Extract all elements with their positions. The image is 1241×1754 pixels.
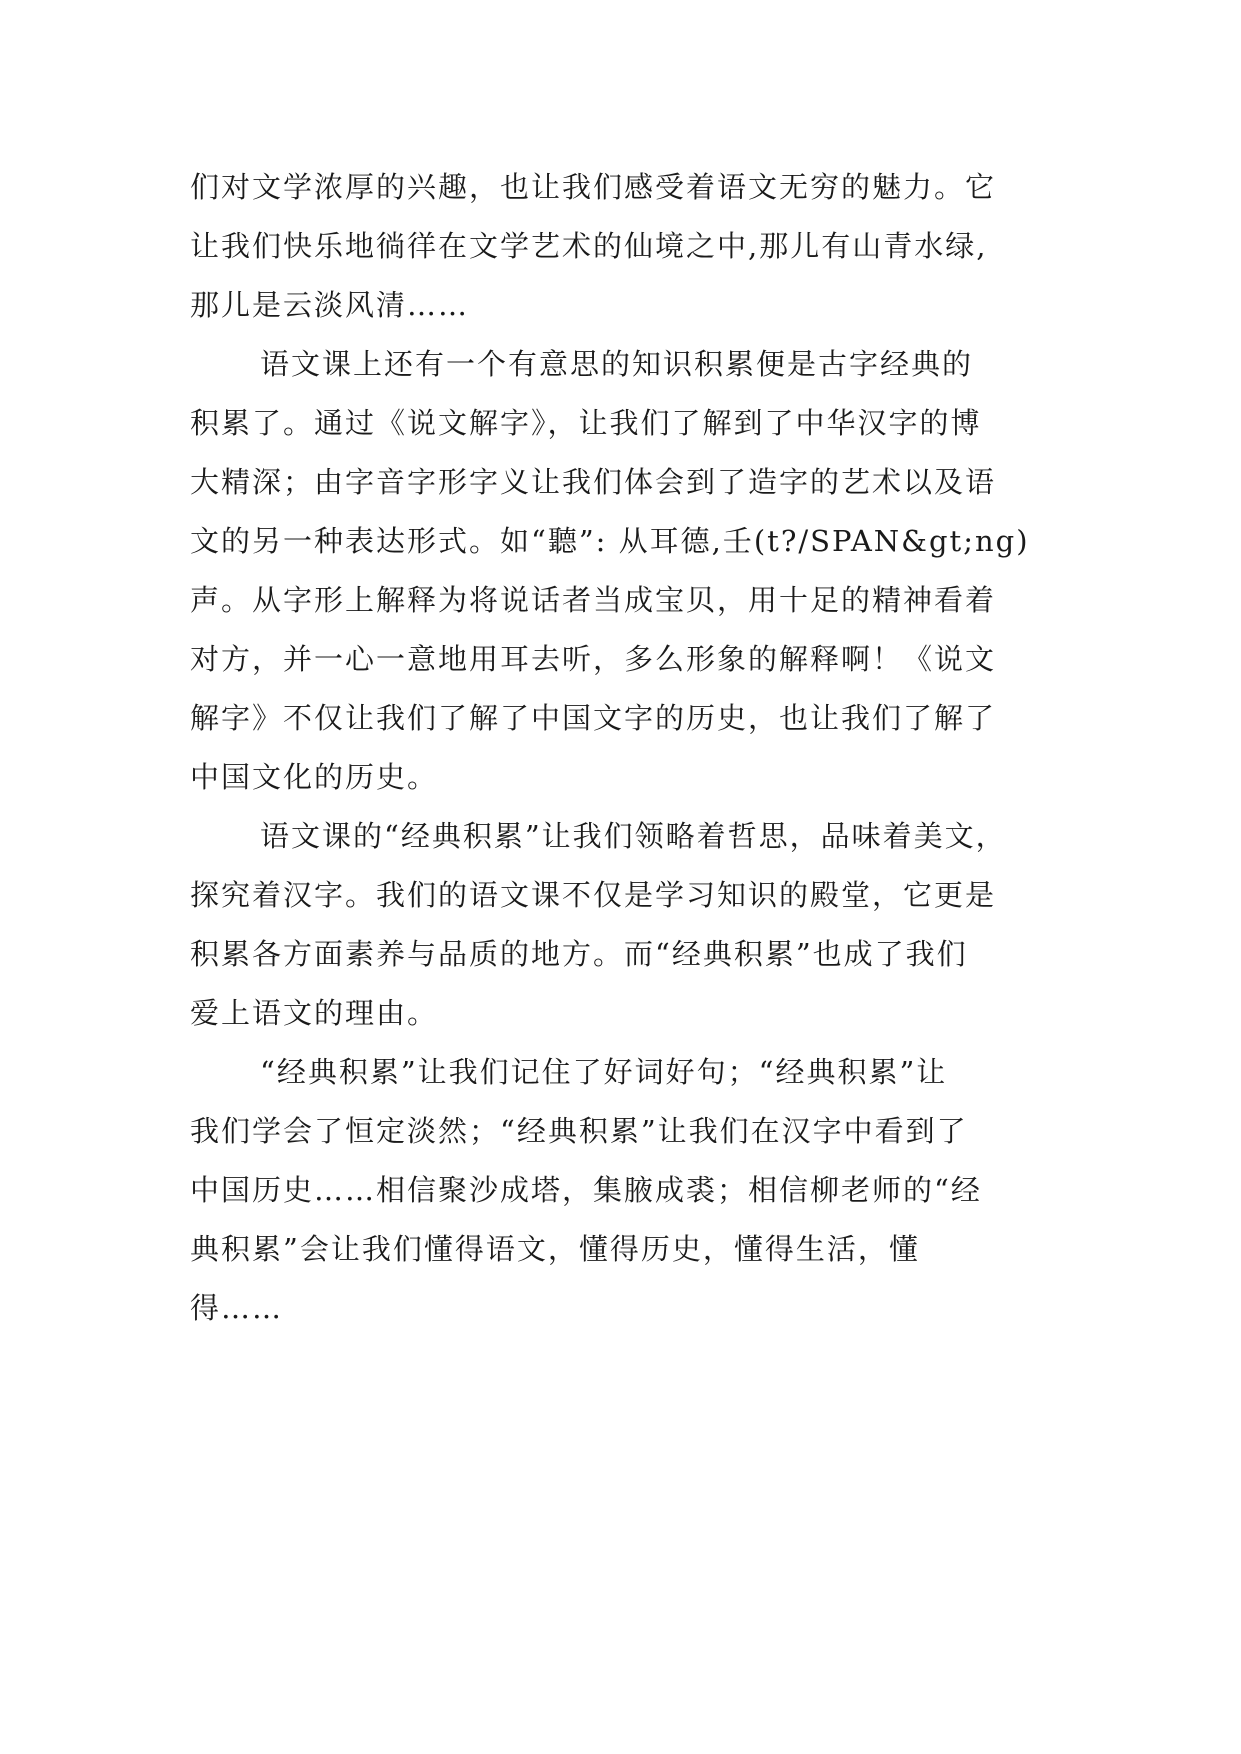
text-line: 那儿是云淡风清……	[190, 288, 470, 322]
text-line: 语文课的“经典积累”让我们领略着哲思，品味着美文，	[260, 819, 1007, 853]
text-line: “经典积累”让我们记住了好词好句；“经典积累”让	[260, 1055, 948, 1089]
text-line: 解字》不仅让我们了解了中国文字的历史，也让我们了解了	[190, 701, 997, 735]
paragraph-3	[190, 807, 1050, 1043]
text-line: 让我们快乐地徜徉在文学艺术的仙境之中,那儿有山青水绿,	[190, 229, 988, 263]
paragraph-2	[190, 335, 1050, 807]
text-line: 们对文学浓厚的兴趣，也让我们感受着语文无穷的魅力。它	[190, 170, 997, 204]
text-line: 中国文化的历史。	[190, 760, 439, 794]
text-line: 得……	[190, 1291, 284, 1325]
paragraph-4	[190, 1043, 1050, 1338]
text-line: 典积累”会让我们懂得语文，懂得历史，懂得生活，懂	[190, 1232, 920, 1266]
text-line: 对方，并一心一意地用耳去听，多么形象的解释啊！《说文	[190, 642, 997, 676]
text-line: 爱上语文的理由。	[190, 996, 439, 1030]
text-line: 积累了。通过《说文解字》，让我们了解到了中华汉字的博	[190, 406, 982, 440]
text-line: 声。从字形上解释为将说话者当成宝贝，用十足的精神看着	[190, 583, 997, 617]
text-line: 我们学会了恒定淡然；“经典积累”让我们在汉字中看到了	[190, 1114, 968, 1148]
paragraph-1	[190, 158, 1050, 335]
text-line: 积累各方面素养与品质的地方。而“经典积累”也成了我们	[190, 937, 968, 971]
text-line: 大精深；由字音字形字义让我们体会到了造字的艺术以及语	[190, 465, 997, 499]
document-body	[190, 158, 1050, 1338]
text-line: 语文课上还有一个有意思的知识积累便是古字经典的	[260, 347, 974, 381]
text-line: 中国历史……相信聚沙成塔，集腋成裘；相信柳老师的“经	[190, 1173, 982, 1207]
text-line: 探究着汉字。我们的语文课不仅是学习知识的殿堂，它更是	[190, 878, 997, 912]
text-line: 文的另一种表达形式。如“聽”: 从耳德,壬(t?/SPAN&gt;ng)	[190, 524, 1030, 558]
